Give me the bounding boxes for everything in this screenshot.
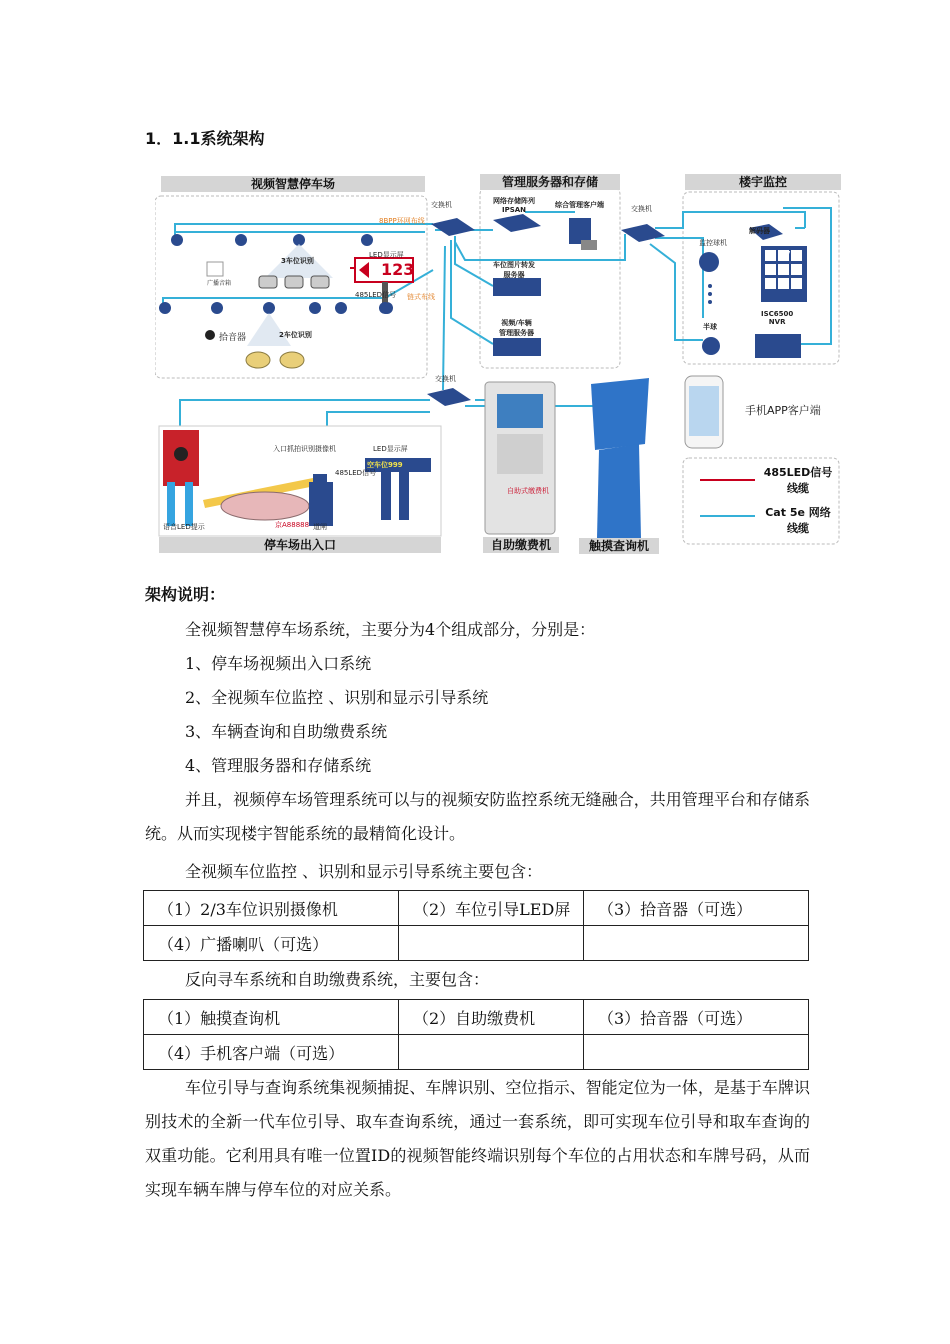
label-nvr: ISC6500 NVR — [761, 310, 794, 326]
parked-cars — [259, 276, 329, 288]
merge-paragraph: 并且，视频停车场管理系统可以与的视频安防监控系统无缝融合，共用管理平台和存储系统。从而实现楼宇智能系统的最精简化设计。 — [145, 790, 810, 843]
label-client: 综合管理客户端 — [555, 201, 604, 209]
payment-screen — [497, 394, 543, 428]
table1-intro: 全视频车位监控 、识别和显示引导系统主要包含： — [185, 862, 543, 881]
table-cell — [399, 1035, 584, 1070]
label-ring-cable: 8BPP环网布线 — [379, 217, 425, 225]
table-cell: （3）拾音器（可选） — [584, 1000, 809, 1035]
panel-title-server: 管理服务器和存储 — [480, 174, 620, 190]
label-chain-cable: 链式布线 — [407, 293, 435, 301]
label-dome: 半球 — [703, 323, 717, 331]
table-row — [144, 1000, 809, 1035]
label-three-spot: 3车位识别 — [281, 257, 314, 265]
label-plate: 京A88888 — [275, 521, 310, 529]
voice-led-speaker — [174, 447, 188, 461]
legend-blue: Cat 5e 网络 线缆 — [765, 506, 831, 535]
label-two-spot: 2车位识别 — [279, 331, 312, 339]
table-cell: （2）自助缴费机 — [399, 1000, 584, 1035]
led-number: 123 — [381, 260, 415, 279]
diagram-canvas — [155, 168, 845, 558]
table-cell — [584, 1035, 809, 1070]
kiosk-body — [597, 444, 641, 538]
intro-text: 全视频智慧停车场系统，主要分为4个组成部分，分别是： — [185, 620, 596, 639]
table-cell: （3）拾音器（可选） — [584, 891, 809, 926]
entry-led-pole-r — [399, 472, 409, 520]
label-entry-camera: 入口抓拍识别摄像机 — [273, 445, 336, 453]
label-pickup: 拾音器 — [219, 333, 247, 343]
panel-title-entrance: 停车场出入口 — [159, 537, 441, 553]
label-ptz: 监控球机 — [699, 239, 727, 247]
entry-camera-shape — [313, 474, 327, 484]
part-item: 3、车辆查询和自助缴费系统 — [185, 722, 388, 741]
table-row — [144, 1035, 809, 1070]
entry-led-pole-l — [381, 472, 391, 520]
part-item: 4、管理服务器和存储系统 — [185, 756, 372, 775]
part-item: 2、全视频车位监控 、识别和显示引导系统 — [185, 688, 489, 707]
label-machine: 自助式缴费机 — [507, 487, 549, 495]
label-speaker: 广播音箱 — [207, 280, 232, 287]
payment-panel — [497, 434, 543, 474]
table-cell — [584, 926, 809, 961]
label-entry-rs485: 485LED信号 — [335, 469, 377, 477]
label-switch-1: 交换机 — [431, 201, 452, 209]
architecture-diagram — [155, 168, 845, 558]
table-cell — [399, 926, 584, 961]
label-switch-3: 交换机 — [435, 375, 456, 383]
label-entry-led: LED显示屏 — [373, 445, 408, 453]
table-search-payment — [143, 999, 809, 1070]
pickup-shape — [205, 330, 215, 340]
final-paragraph: 车位引导与查询系统集视频捕捉、车牌识别、空位指示、智能定位为一体，是基于车牌识别技术的全新一代车位引导、取车查询系统，通过一套系统，即可实现车位引导和取车查询的双重功能。它利用具有唯一位置ID的视频智能终端识别每个车位的占用状态和车牌号码，从而实现车辆车牌与停车位的对应关系。 — [145, 1078, 810, 1199]
gate-box — [309, 482, 333, 526]
part-item: 1、停车场视频出入口系统 — [185, 654, 372, 673]
panel-title-payment: 自助缴费机 — [483, 537, 559, 553]
kiosk-screen — [591, 378, 649, 450]
table-cell: （1）触摸查询机 — [144, 1000, 399, 1035]
label-switch-2: 交换机 — [631, 205, 652, 213]
panel-title-kiosk: 触摸查询机 — [579, 538, 659, 554]
legend-red: 485LED信号 线缆 — [763, 466, 833, 495]
label-decoder: 解码器 — [749, 227, 770, 235]
label-led-screen: LED显示屏 — [369, 251, 404, 259]
panel-title-parking: 视频智慧停车场 — [161, 176, 425, 192]
label-image-server: 车位图片转发 服务器 — [493, 261, 535, 279]
panel-title-building: 楼宇监控 — [685, 174, 841, 190]
label-voice-led: 语音LED提示 — [163, 523, 205, 531]
label-storage: 网络存储阵列 IPSAN — [493, 197, 535, 214]
label-rs485: 485LED信号 — [355, 291, 397, 299]
table-guidance — [143, 890, 809, 961]
table-row — [144, 926, 809, 961]
label-gate: 道闸 — [313, 523, 327, 531]
section-title: 架构说明： — [145, 585, 226, 604]
label-free-spots: 空车位999 — [367, 461, 403, 469]
led-camera — [379, 302, 391, 314]
speaker-shape — [207, 262, 223, 276]
table-row — [144, 891, 809, 926]
table-cell: （4）广播喇叭（可选） — [144, 926, 399, 961]
bollard-left — [167, 482, 175, 526]
table-cell: （2）车位引导LED屏 — [399, 891, 584, 926]
table-cell: （1）2/3车位识别摄像机 — [144, 891, 399, 926]
table-cell: （4）手机客户端（可选） — [144, 1035, 399, 1070]
entry-car — [221, 492, 309, 520]
label-mobile: 手机APP客户端 — [745, 404, 821, 417]
label-tv: TV — [780, 250, 791, 258]
bollard-right — [185, 482, 193, 526]
label-vehicle-server: 视频/车辆 管理服务器 — [499, 319, 534, 337]
table2-intro: 反向寻车系统和自助缴费系统，主要包含： — [185, 970, 490, 989]
switches — [427, 218, 665, 406]
mobile-screen — [689, 386, 719, 436]
beetle-cars — [246, 352, 304, 368]
section-heading: 1．1.1系统架构 — [145, 129, 265, 148]
